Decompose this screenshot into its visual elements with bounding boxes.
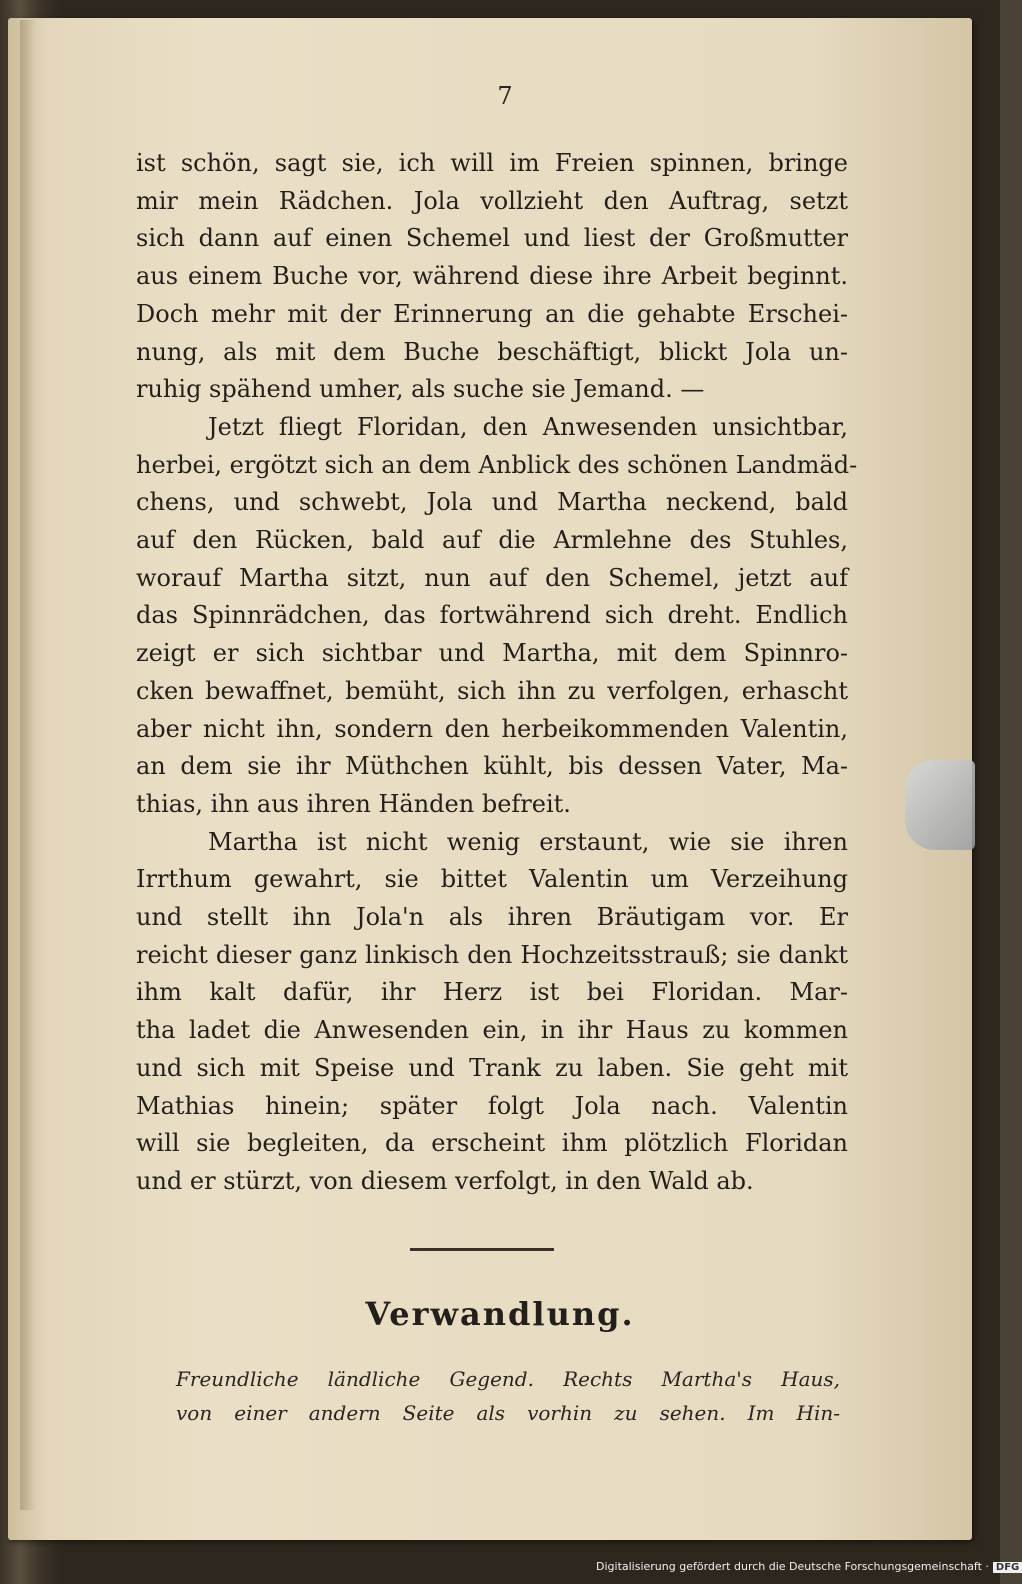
footer-text: Digitalisierung gefördert durch die Deutsche Forschungsgemeinschaft · <box>596 1560 989 1573</box>
text-line: sich dann auf einen Schemel und liest der Großmutter <box>136 224 848 253</box>
text-line: chens, und schwebt, Jola und Martha neckend, bald <box>136 488 848 517</box>
stage-line: Freundliche ländliche Gegend. Rechts Martha's Haus, <box>176 1367 840 1391</box>
stage-line: von einer andern Seite als vorhin zu sehen. Im Hin- <box>176 1401 840 1425</box>
text-line: zeigt er sich sichtbar und Martha, mit dem Spinnro- <box>136 639 848 668</box>
dfg-logo: DFG <box>993 1562 1022 1573</box>
body-text <box>136 145 858 1201</box>
section-heading: Verwandlung. <box>365 1295 635 1333</box>
text-line: ruhig spähend umher, als suche sie Jemand. — <box>136 375 705 404</box>
text-line: tha ladet die Anwesenden ein, in ihr Haus zu kommen <box>136 1016 848 1045</box>
page-number: 7 <box>497 82 513 110</box>
text-line: aber nicht ihn, sondern den herbeikommenden Valentin, <box>136 714 848 743</box>
text-line: ihm kalt dafür, ihr Herz ist bei Floridan. Mar- <box>136 978 848 1007</box>
text-line: thias, ihn aus ihren Händen befreit. <box>136 789 571 818</box>
text-line: mir mein Rädchen. Jola vollzieht den Auftrag, setzt <box>136 186 848 215</box>
text-line: nung, als mit dem Buche beschäftigt, blickt Jola un- <box>136 337 848 366</box>
digitization-footer <box>596 1560 1020 1578</box>
stage-direction <box>176 1362 840 1430</box>
text-line: ist schön, sagt sie, ich will im Freien spinnen, bringe <box>136 149 848 177</box>
text-line: aus einem Buche vor, während diese ihre Arbeit beginnt. <box>136 262 848 291</box>
text-line: Jetzt fliegt Floridan, den Anwesenden unsichtbar, <box>208 412 848 441</box>
text-line: herbei, ergötzt sich an dem Anblick des schönen Landmäd- <box>136 450 858 479</box>
text-line: an dem sie ihr Müthchen kühlt, bis dessen Vater, Ma- <box>136 752 848 781</box>
text-line: worauf Martha sitzt, nun auf den Schemel, jetzt auf <box>136 563 848 592</box>
text-line: und er stürzt, von diesem verfolgt, in den Wald ab. <box>136 1166 754 1195</box>
page-gutter-shadow <box>20 20 36 1510</box>
section-separator <box>410 1248 554 1251</box>
text-line: cken bewaffnet, bemüht, sich ihn zu verfolgen, erhascht <box>136 676 848 705</box>
text-line: Doch mehr mit der Erinnerung an die gehabte Erschei- <box>136 299 848 328</box>
text-line: reicht dieser ganz linkisch den Hochzeitsstrauß; sie dankt <box>136 940 848 969</box>
text-line: Mathias hinein; später folgt Jola nach. Valentin <box>136 1091 848 1120</box>
text-line: und sich mit Speise und Trank zu laben. Sie geht mit <box>136 1053 848 1082</box>
text-line: und stellt ihn Jola'n als ihren Bräutigam vor. Er <box>136 903 848 932</box>
text-line: Irrthum gewahrt, sie bittet Valentin um Verzeihung <box>136 865 848 894</box>
bookmark-tab <box>905 760 975 850</box>
text-line: Martha ist nicht wenig erstaunt, wie sie ihren <box>208 827 848 856</box>
text-line: will sie begleiten, da erscheint ihm plötzlich Floridan <box>136 1129 848 1158</box>
text-line: das Spinnrädchen, das fortwährend sich dreht. Endlich <box>136 601 848 630</box>
text-line: auf den Rücken, bald auf die Armlehne des Stuhles, <box>136 526 848 555</box>
